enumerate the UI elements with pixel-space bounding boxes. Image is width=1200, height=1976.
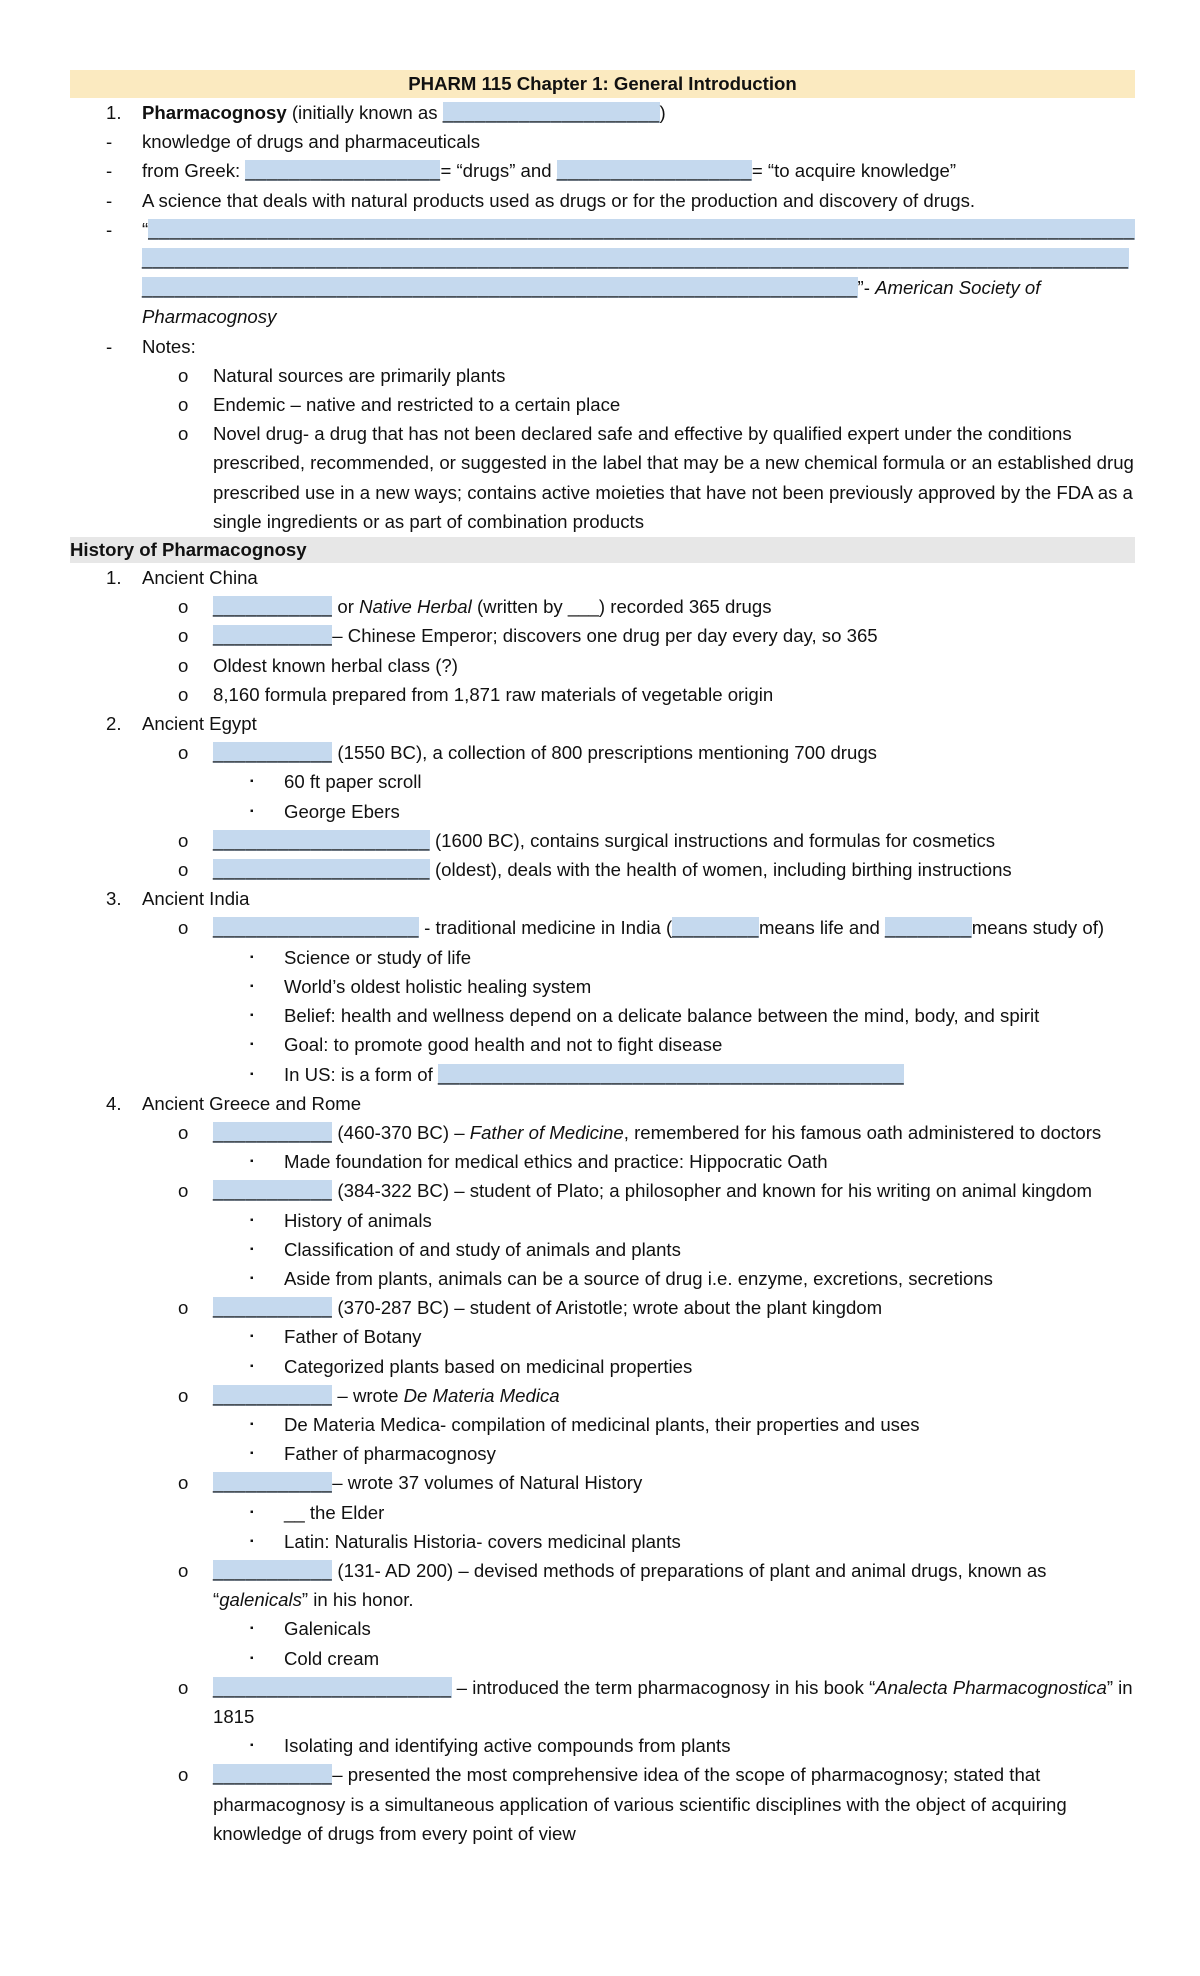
fill-blank[interactable]: ___________ bbox=[213, 625, 333, 647]
text: Ancient Greece and Rome bbox=[142, 1092, 362, 1114]
sub-sub-list-item bbox=[70, 1614, 1135, 1643]
fill-blank[interactable]: ___________________ bbox=[213, 917, 419, 939]
text: Ancient India bbox=[142, 888, 250, 910]
text: Ancient Egypt bbox=[142, 713, 257, 735]
circle-bullet-icon: o bbox=[178, 917, 189, 939]
text: 60 ft paper scroll bbox=[284, 771, 422, 793]
sub-list-item bbox=[70, 1118, 1135, 1147]
text: Endemic – native and restricted to a certain place bbox=[213, 394, 621, 416]
text: ) bbox=[659, 102, 666, 123]
circle-bullet-icon: o bbox=[178, 1180, 189, 1202]
fill-blank[interactable]: ___________ bbox=[213, 1384, 333, 1406]
circle-bullet-icon: o bbox=[178, 859, 189, 881]
text: ” in his honor. bbox=[301, 1589, 414, 1611]
term-pharmacognosy: Pharmacognosy bbox=[142, 102, 287, 123]
circle-bullet-icon: o bbox=[178, 654, 189, 676]
sub-sub-list-item bbox=[70, 1322, 1135, 1351]
circle-bullet-icon: o bbox=[178, 829, 189, 851]
text: = “drugs” and bbox=[440, 160, 557, 182]
list-item bbox=[70, 127, 1135, 156]
square-bullet-icon: ▪ bbox=[250, 1243, 254, 1255]
text: (370-287 BC) – student of Aristotle; wrote about the plant kingdom bbox=[332, 1297, 883, 1319]
square-bullet-icon: ▪ bbox=[250, 776, 254, 788]
sub-list-item bbox=[70, 1176, 1135, 1205]
text: De Materia Medica- compilation of medicinal plants, their properties and uses bbox=[284, 1413, 920, 1435]
fill-blank[interactable]: ___________ bbox=[213, 1764, 333, 1786]
text: Father of pharmacognosy bbox=[284, 1443, 496, 1465]
sub-sub-list-item bbox=[70, 1410, 1135, 1439]
dash-marker: - bbox=[106, 189, 113, 211]
sub-list-item bbox=[70, 855, 1135, 884]
sub-list-item bbox=[70, 826, 1135, 855]
text: – presented the most comprehensive idea of the scope of pharmacognosy; stated that pharmacognosy is a simultaneous application of various scientific disciplines with the object of acquiring knowledge of drugs from every point of view bbox=[213, 1764, 1067, 1844]
list-number: 1. bbox=[106, 102, 122, 123]
text: Natural sources are primarily plants bbox=[213, 364, 506, 386]
circle-bullet-icon: o bbox=[178, 1121, 189, 1143]
list-number: 2. bbox=[106, 713, 122, 735]
fill-blank[interactable]: ___________ bbox=[213, 1121, 333, 1143]
sub-list-item bbox=[70, 651, 1135, 680]
text: – wrote bbox=[332, 1384, 404, 1406]
text: knowledge of drugs and pharmaceuticals bbox=[142, 131, 480, 153]
square-bullet-icon: ▪ bbox=[250, 1418, 254, 1430]
fill-blank[interactable]: ____________________ bbox=[213, 859, 430, 881]
circle-bullet-icon: o bbox=[178, 683, 189, 705]
text: Science or study of life bbox=[284, 946, 472, 968]
square-bullet-icon: ▪ bbox=[250, 1360, 254, 1372]
dash-marker: - bbox=[106, 160, 113, 182]
text: or bbox=[332, 596, 360, 618]
sub-list-item bbox=[70, 1293, 1135, 1322]
text: (384-322 BC) – student of Plato; a philosopher and known for his writing on animal kingdom bbox=[332, 1180, 1092, 1202]
list-item-china bbox=[70, 563, 1135, 592]
text: (written by ___) recorded 365 drugs bbox=[471, 596, 772, 618]
sub-list-item bbox=[70, 1556, 1135, 1614]
text: A science that deals with natural products used as drugs or for the production and discovery of drugs. bbox=[142, 189, 976, 211]
list-item-greece-rome bbox=[70, 1089, 1135, 1118]
circle-bullet-icon: o bbox=[178, 1297, 189, 1319]
fill-blank[interactable]: ____________________ bbox=[442, 102, 660, 123]
text: Galenicals bbox=[284, 1618, 371, 1640]
sub-list-item bbox=[70, 361, 1135, 390]
text: (initially known as bbox=[286, 102, 443, 123]
text: means study of) bbox=[971, 917, 1105, 939]
fill-blank[interactable]: ___________ bbox=[213, 1297, 333, 1319]
text: Father of Botany bbox=[284, 1326, 422, 1348]
sub-list-item bbox=[70, 913, 1135, 942]
text: In US: is a form of bbox=[284, 1063, 438, 1085]
circle-bullet-icon: o bbox=[178, 1676, 189, 1698]
circle-bullet-icon: o bbox=[178, 1384, 189, 1406]
text: Novel drug- a drug that has not been declared safe and effective by qualified expert under the conditions prescribed, recommended, or suggested in the label that may be a new chemical formula or an established drug prescribed use in a new ways; contains active moieties that have not been previously approved by the FDA as a single ingredients or as part of combination products bbox=[213, 423, 1134, 532]
sub-list-item bbox=[70, 680, 1135, 709]
sub-sub-list-item bbox=[70, 1264, 1135, 1293]
text: Made foundation for medical ethics and practice: Hippocratic Oath bbox=[284, 1151, 828, 1173]
square-bullet-icon: ▪ bbox=[250, 1214, 254, 1226]
list-number: 4. bbox=[106, 1092, 122, 1114]
text: History of animals bbox=[284, 1209, 432, 1231]
square-bullet-icon: ▪ bbox=[250, 1156, 254, 1168]
text: from Greek: bbox=[142, 160, 246, 182]
text: Cold cream bbox=[284, 1647, 380, 1669]
sub-sub-list-item bbox=[70, 1498, 1135, 1527]
circle-bullet-icon: o bbox=[178, 364, 189, 386]
quote-source: American Society of Pharmacognosy bbox=[142, 277, 1041, 328]
fill-blank[interactable]: ___________ bbox=[213, 1180, 333, 1202]
text: (460-370 BC) – bbox=[332, 1121, 470, 1143]
text: ”- bbox=[857, 277, 876, 299]
sub-list-item bbox=[70, 621, 1135, 650]
sub-sub-list-item bbox=[70, 767, 1135, 796]
fill-blank[interactable]: ___________ bbox=[213, 1559, 333, 1581]
circle-bullet-icon: o bbox=[178, 742, 189, 764]
text: (131- AD 200) – devised methods of preparations of plant and animal drugs, known as “ bbox=[213, 1559, 1047, 1611]
sub-sub-list-item bbox=[70, 1439, 1135, 1468]
fill-blank[interactable]: __________________ bbox=[556, 160, 752, 182]
sub-list-item bbox=[70, 592, 1135, 621]
circle-bullet-icon: o bbox=[178, 596, 189, 618]
text: Isolating and identifying active compounds from plants bbox=[284, 1735, 731, 1757]
text: = “to acquire knowledge” bbox=[751, 160, 957, 182]
list-item-pharmacognosy bbox=[70, 98, 1135, 127]
text: Analecta Pharmacognostica bbox=[875, 1676, 1107, 1698]
sub-sub-list-item bbox=[70, 797, 1135, 826]
sub-sub-list-item bbox=[70, 1147, 1135, 1176]
list-item-notes bbox=[70, 332, 1135, 361]
circle-bullet-icon: o bbox=[178, 625, 189, 647]
fill-blank[interactable]: ___________ bbox=[213, 742, 333, 764]
text: George Ebers bbox=[284, 800, 400, 822]
circle-bullet-icon: o bbox=[178, 423, 189, 445]
text: means life and bbox=[758, 917, 886, 939]
fill-blank[interactable]: __________________ bbox=[245, 160, 441, 182]
text: - traditional medicine in India ( bbox=[418, 917, 673, 939]
fill-blank[interactable]: ______________________ bbox=[213, 1676, 452, 1698]
dash-marker: - bbox=[106, 335, 113, 357]
text: Ancient China bbox=[142, 567, 258, 589]
sub-sub-list-item bbox=[70, 1030, 1135, 1059]
text: World’s oldest holistic healing system bbox=[284, 975, 592, 997]
text: __ the Elder bbox=[284, 1501, 385, 1523]
text: (oldest), deals with the health of women, including birthing instructions bbox=[429, 859, 1012, 881]
square-bullet-icon: ▪ bbox=[250, 951, 254, 963]
square-bullet-icon: ▪ bbox=[250, 1652, 254, 1664]
circle-bullet-icon: o bbox=[178, 1559, 189, 1581]
text: Notes: bbox=[142, 335, 196, 357]
sub-list-item bbox=[70, 419, 1135, 536]
fill-blank[interactable]: ________ bbox=[885, 917, 972, 939]
square-bullet-icon: ▪ bbox=[250, 1535, 254, 1547]
sub-sub-list-item bbox=[70, 1644, 1135, 1673]
sub-sub-list-item bbox=[70, 1206, 1135, 1235]
text: galenicals bbox=[219, 1589, 302, 1611]
sub-sub-list-item bbox=[70, 972, 1135, 1001]
fill-blank[interactable]: ________________________________________________________________________________________________________________________________________________________________________________________________________________________________________________________ bbox=[142, 218, 1135, 299]
sub-list-item bbox=[70, 1673, 1135, 1731]
square-bullet-icon: ▪ bbox=[250, 1039, 254, 1051]
sub-list-item bbox=[70, 1381, 1135, 1410]
document-page bbox=[70, 70, 1135, 1848]
square-bullet-icon: ▪ bbox=[250, 805, 254, 817]
list-item-quote bbox=[70, 215, 1135, 332]
square-bullet-icon: ▪ bbox=[250, 1272, 254, 1284]
circle-bullet-icon: o bbox=[178, 1764, 189, 1786]
text: Father of Medicine bbox=[469, 1121, 624, 1143]
list-item-india bbox=[70, 884, 1135, 913]
list-item-egypt bbox=[70, 709, 1135, 738]
text: Goal: to promote good health and not to fight disease bbox=[284, 1034, 723, 1056]
sub-sub-list-item bbox=[70, 1527, 1135, 1556]
text: Latin: Naturalis Historia- covers medicinal plants bbox=[284, 1530, 681, 1552]
sub-sub-list-item bbox=[70, 1235, 1135, 1264]
list-number: 1. bbox=[106, 567, 122, 589]
square-bullet-icon: ▪ bbox=[250, 1068, 254, 1080]
sub-list-item bbox=[70, 1760, 1135, 1848]
text: Oldest known herbal class (?) bbox=[213, 654, 458, 676]
list-item bbox=[70, 156, 1135, 185]
square-bullet-icon: ▪ bbox=[250, 1740, 254, 1752]
text: “ bbox=[142, 218, 149, 240]
square-bullet-icon: ▪ bbox=[250, 980, 254, 992]
fill-blank[interactable]: ___________ bbox=[213, 1472, 333, 1494]
sub-list-item bbox=[70, 1468, 1135, 1497]
sub-sub-list-item bbox=[70, 1352, 1135, 1381]
text: Classification of and study of animals and plants bbox=[284, 1238, 681, 1260]
text: ” in 1815 bbox=[213, 1676, 1133, 1727]
text: (1550 BC), a collection of 800 prescriptions mentioning 700 drugs bbox=[332, 742, 877, 764]
text: Native Herbal bbox=[359, 596, 472, 618]
text: (1600 BC), contains surgical instructions and formulas for cosmetics bbox=[429, 829, 996, 851]
list-item bbox=[70, 186, 1135, 215]
circle-bullet-icon: o bbox=[178, 394, 189, 416]
section-heading: History of Pharmacognosy bbox=[70, 537, 1135, 563]
sub-list-item bbox=[70, 390, 1135, 419]
text: – Chinese Emperor; discovers one drug per day every day, so 365 bbox=[332, 625, 878, 647]
fill-blank[interactable]: ___________ bbox=[213, 596, 333, 618]
sub-sub-list-item bbox=[70, 1731, 1135, 1760]
dash-marker: - bbox=[106, 131, 113, 153]
fill-blank[interactable]: ________ bbox=[672, 917, 759, 939]
sub-list-item bbox=[70, 738, 1135, 767]
square-bullet-icon: ▪ bbox=[250, 1010, 254, 1022]
list-number: 3. bbox=[106, 888, 122, 910]
text: – introduced the term pharmacognosy in his book “ bbox=[451, 1676, 876, 1698]
text: – wrote 37 volumes of Natural History bbox=[332, 1472, 643, 1494]
fill-blank[interactable]: ___________________________________________ bbox=[437, 1063, 905, 1085]
square-bullet-icon: ▪ bbox=[250, 1448, 254, 1460]
text: , remembered for his famous oath administered to doctors bbox=[623, 1121, 1102, 1143]
fill-blank[interactable]: ____________________ bbox=[213, 829, 430, 851]
text: Categorized plants based on medicinal properties bbox=[284, 1355, 693, 1377]
sub-sub-list-item bbox=[70, 1001, 1135, 1030]
dash-marker: - bbox=[106, 218, 113, 240]
sub-sub-list-item bbox=[70, 1060, 1135, 1089]
square-bullet-icon: ▪ bbox=[250, 1331, 254, 1343]
square-bullet-icon: ▪ bbox=[250, 1623, 254, 1635]
text: Belief: health and wellness depend on a delicate balance between the mind, body, and spirit bbox=[284, 1005, 1040, 1027]
sub-sub-list-item bbox=[70, 943, 1135, 972]
circle-bullet-icon: o bbox=[178, 1472, 189, 1494]
document-title: PHARM 115 Chapter 1: General Introduction bbox=[70, 70, 1135, 98]
text: Aside from plants, animals can be a source of drug i.e. enzyme, excretions, secretions bbox=[284, 1267, 993, 1289]
square-bullet-icon: ▪ bbox=[250, 1506, 254, 1518]
text: 8,160 formula prepared from 1,871 raw materials of vegetable origin bbox=[213, 683, 774, 705]
text: De Materia Medica bbox=[403, 1384, 560, 1406]
